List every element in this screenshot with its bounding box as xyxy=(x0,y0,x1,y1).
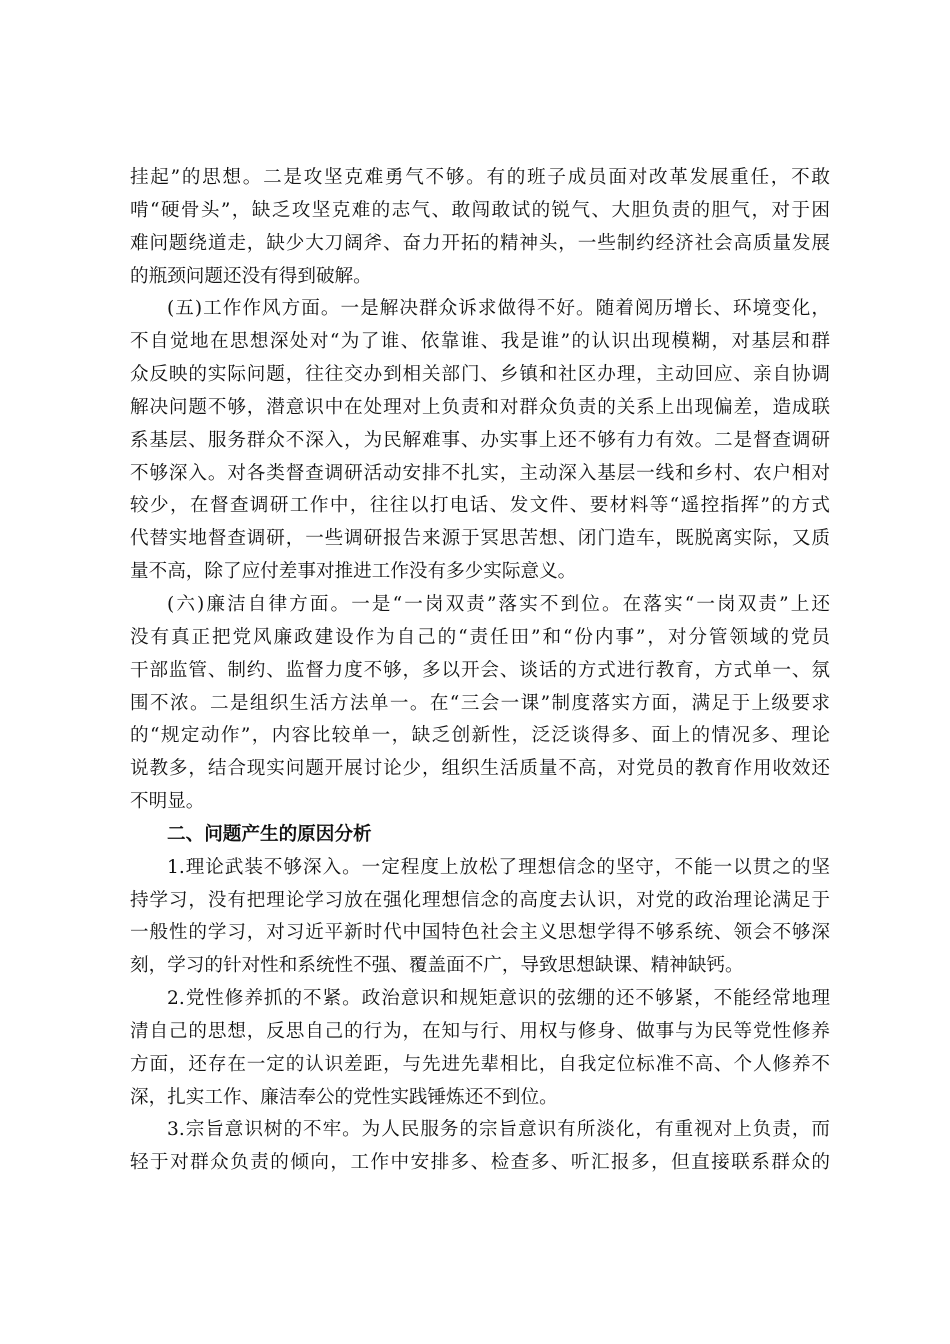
text-line: (六)廉洁自律方面。一是“一岗双责”落实不到位。在落实“一岗双责”上还 xyxy=(167,593,830,615)
text-line: 量不高，除了应付差事对推进工作没有多少实际意义。 xyxy=(130,561,577,583)
text-line: 解决问题不够，潜意识中在处理对上负责和对群众负责的关系上出现偏差，造成联 xyxy=(130,396,830,418)
text-line: 没有真正把党风廉政建设作为自己的“责任田”和“份内事”，对分管领域的党员 xyxy=(130,626,830,648)
text-line: 系基层、服务群众不深入，为民解难事、办实事上还不够有力有效。二是督查调研 xyxy=(130,429,830,451)
text-line: 一般性的学习，对习近平新时代中国特色社会主义思想学得不够系统、领会不够深 xyxy=(130,922,830,944)
text-line: 3.宗旨意识树的不牢。为人民服务的宗旨意识有所淡化，有重视对上负责，而 xyxy=(167,1119,830,1141)
text-line: 较少，在督查调研工作中，往往以打电话、发文件、要材料等“遥控指挥”的方式 xyxy=(130,495,830,517)
text-line: 不自觉地在思想深处对“为了谁、依靠谁、我是谁”的认识出现模糊，对基层和群 xyxy=(130,331,830,353)
text-line: 轻于对群众负责的倾向，工作中安排多、检查多、听汇报多，但直接联系群众的 xyxy=(130,1152,830,1174)
text-line: 干部监管、制约、监督力度不够，多以开会、谈话的方式进行教育，方式单一、氛 xyxy=(130,659,830,681)
text-line: 的“规定动作”，内容比较单一，缺乏创新性，泛泛谈得多、面上的情况多、理论 xyxy=(130,725,830,747)
text-line: 清自己的思想，反思自己的行为，在知与行、用权与修身、做事与为民等党性修养 xyxy=(130,1020,830,1042)
text-line: 方面，还存在一定的认识差距，与先进先辈相比，自我定位标准不高、个人修养不 xyxy=(130,1053,830,1075)
text-line: 不够深入。对各类督查调研活动安排不扎实，主动深入基层一线和乡村、农户相对 xyxy=(130,462,830,484)
text-line: 代替实地督查调研，一些调研报告来源于冥思苦想、闭门造车，既脱离实际，又质 xyxy=(130,528,830,550)
text-line: 的瓶颈问题还没有得到破解。 xyxy=(130,265,372,287)
section-heading: 二、问题产生的原因分析 xyxy=(167,823,372,845)
text-line: 说教多，结合现实问题开展讨论少，组织生活质量不高，对党员的教育作用收效还 xyxy=(130,758,830,780)
text-line: 1.理论武装不够深入。一定程度上放松了理想信念的坚守，不能一以贯之的坚 xyxy=(167,856,830,878)
text-line: 啃“硬骨头”，缺乏攻坚克难的志气、敢闯敢试的锐气、大胆负责的胆气，对于困 xyxy=(130,199,830,221)
text-line: (五)工作作风方面。一是解决群众诉求做得不好。随着阅历增长、环境变化， xyxy=(167,298,830,320)
text-line: 围不浓。二是组织生活方法单一。在“三会一课”制度落实方面，满足于上级要求 xyxy=(130,692,830,714)
text-line: 深，扎实工作、廉洁奉公的党性实践锤炼还不到位。 xyxy=(130,1086,558,1108)
text-line: 刻，学习的针对性和系统性不强、覆盖面不广，导致思想缺课、精神缺钙。 xyxy=(130,955,744,977)
text-line: 众反映的实际问题，往往交办到相关部门、乡镇和社区办理，主动回应、亲自协调 xyxy=(130,364,830,386)
text-line: 不明显。 xyxy=(130,791,205,813)
text-line: 挂起”的思想。二是攻坚克难勇气不够。有的班子成员面对改革发展重任，不敢 xyxy=(130,167,830,188)
document-body xyxy=(130,162,830,1180)
text-line: 难问题绕道走，缺少大刀阔斧、奋力开拓的精神头，一些制约经济社会高质量发展 xyxy=(130,232,830,254)
text-line: 2.党性修养抓的不紧。政治意识和规矩意识的弦绷的还不够紧，不能经常地理 xyxy=(167,988,830,1010)
text-line: 持学习，没有把理论学习放在强化理想信念的高度去认识，对党的政治理论满足于 xyxy=(130,889,830,911)
